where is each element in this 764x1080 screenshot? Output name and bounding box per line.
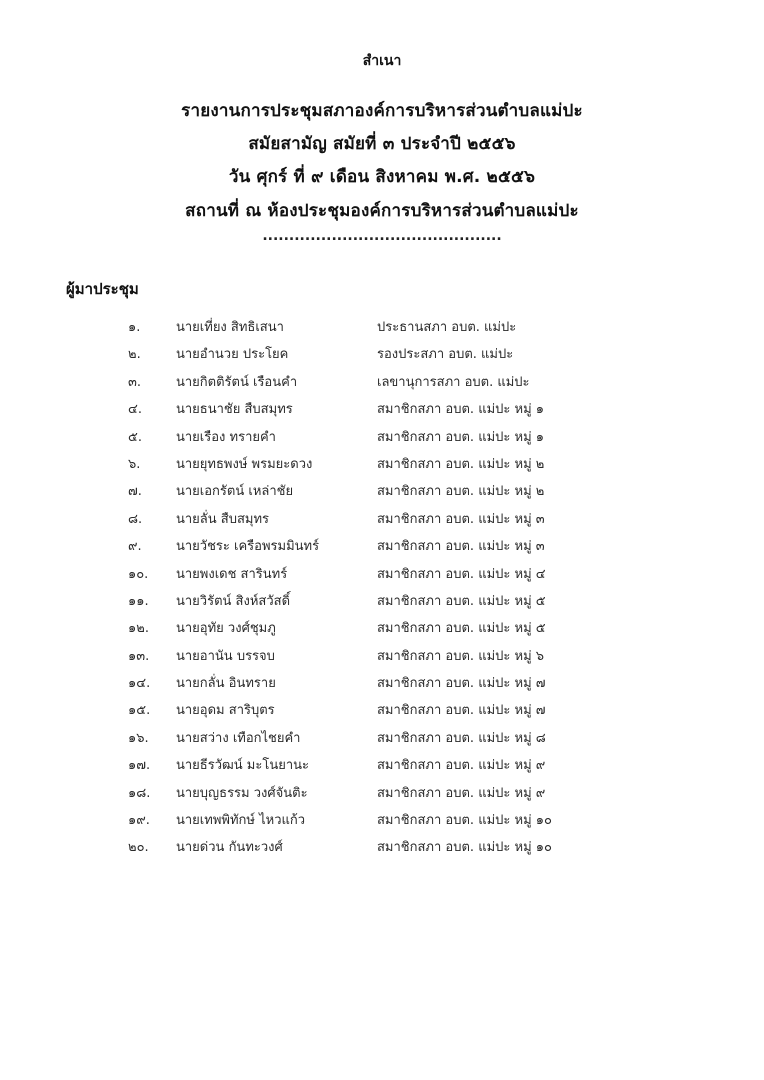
attendee-number: ๕. (128, 429, 142, 445)
attendee-position: สมาชิกสภา อบต. แม่ปะ หมู่ ๗ (377, 676, 546, 692)
attendee-name: นายธนาชัย สืบสมุทร (176, 402, 293, 418)
attendee-number: ๑๖. (128, 730, 149, 746)
attendee-number: ๑. (128, 320, 141, 335)
attendee-number: ๑๒. (128, 621, 149, 637)
meeting-date: วัน ศุกร์ ที่ ๙ เดือน สิงหาคม พ.ศ. ๒๕๕๖ (228, 167, 536, 187)
attendee-number: ๘. (128, 511, 143, 527)
attendee-position: สมาชิกสภา อบต. แม่ปะ หมู่ ๖ (377, 648, 545, 664)
attendee-name: นายบุญธรรม วงศ์จันติะ (176, 785, 308, 801)
copy-label: สำเนา (362, 53, 402, 69)
attendee-row (0, 480, 764, 507)
attendee-number: ๑๗. (128, 758, 151, 774)
meeting-location: สถานที่ ณ ห้องประชุมองค์การบริหารส่วนตำบลแม่ปะ (185, 201, 579, 221)
attendee-list (0, 316, 764, 864)
attendee-name: นายเอกรัตน์ เหล่าชัย (176, 484, 294, 500)
attendee-name: นายอุทัย วงศ์ชุมภู (176, 621, 276, 637)
attendee-name: นายวิรัตน์ สิงห์สวัสดิ์ (176, 593, 291, 609)
attendee-number: ๓. (128, 374, 142, 390)
attendee-name: นายอุดม สาริบุตร (176, 703, 275, 719)
attendee-row (0, 590, 764, 617)
attendee-number: ๑๙. (128, 813, 150, 829)
attendee-position: สมาชิกสภา อบต. แม่ปะ หมู่ ๕ (377, 593, 546, 609)
attendee-number: ๑๘. (128, 785, 151, 801)
attendee-name: นายสว่าง เทือกไชยคำ (176, 730, 301, 746)
attendee-name: นายยุทธพงษ์ พรมยะดวง (176, 456, 313, 472)
session-info: สมัยสามัญ สมัยที่ ๓ ประจำปี ๒๕๕๖ (248, 134, 516, 154)
attendee-name: นายกลั่น อินทราย (176, 676, 276, 692)
attendee-position: สมาชิกสภา อบต. แม่ปะ หมู่ ๙ (377, 758, 546, 774)
attendee-position: สมาชิกสภา อบต. แม่ปะ หมู่ ๙ (377, 785, 546, 801)
dotted-separator: ............................................. (262, 228, 502, 244)
attendee-row (0, 453, 764, 480)
attendee-number: ๒๐. (128, 840, 149, 856)
attendee-row (0, 563, 764, 590)
attendee-position: สมาชิกสภา อบต. แม่ปะ หมู่ ๓ (377, 539, 545, 555)
attendee-row (0, 343, 764, 370)
attendee-position: เลขานุการสภา อบต. แม่ปะ (377, 374, 530, 390)
attendee-row (0, 645, 764, 672)
attendee-position: รองประสภา อบต. แม่ปะ (377, 347, 514, 363)
attendee-row (0, 535, 764, 562)
attendee-number: ๑๔. (128, 676, 151, 692)
attendee-row (0, 672, 764, 699)
attendee-number: ๑๕. (128, 703, 151, 719)
attendee-number: ๔. (128, 402, 142, 418)
attendee-number: ๑๓. (128, 648, 150, 664)
attendee-number: ๙. (128, 539, 142, 555)
attendee-name: นายพงเดช สารินทร์ (176, 566, 288, 582)
attendee-name: นายวัชระ เครือพรมมินทร์ (176, 539, 320, 555)
attendee-position: สมาชิกสภา อบต. แม่ปะ หมู่ ๑๐ (377, 813, 552, 829)
attendee-name: นายด่วน กันทะวงศ์ (176, 840, 283, 856)
attendee-name: นายอานัน บรรจบ (176, 648, 275, 664)
attendee-name: นายเทพพิทักษ์ ไหวแก้ว (176, 813, 306, 829)
attendee-row (0, 782, 764, 809)
attendee-number: ๑๑. (128, 593, 149, 609)
attendee-row (0, 508, 764, 535)
attendee-name: นายอำนวย ประโยค (176, 347, 289, 363)
attendee-name: นายเที่ยง สิทธิเสนา (176, 320, 284, 335)
attendee-position: สมาชิกสภา อบต. แม่ปะ หมู่ ๑๐ (377, 840, 552, 856)
attendee-row (0, 699, 764, 726)
attendee-row (0, 371, 764, 398)
attendee-row (0, 727, 764, 754)
attendee-position: สมาชิกสภา อบต. แม่ปะ หมู่ ๔ (377, 566, 546, 582)
attendee-number: ๑๐. (128, 566, 149, 582)
attendee-position: สมาชิกสภา อบต. แม่ปะ หมู่ ๒ (377, 456, 545, 472)
attendee-position: สมาชิกสภา อบต. แม่ปะ หมู่ ๘ (377, 730, 546, 746)
attendee-position: สมาชิกสภา อบต. แม่ปะ หมู่ ๑ (377, 402, 545, 418)
attendee-name: นายลั่น สืบสมุทร (176, 511, 270, 527)
attendee-name: นายธีรวัฒน์ มะโนยานะ (176, 758, 309, 774)
attendee-row (0, 398, 764, 425)
attendee-number: ๖. (128, 456, 141, 472)
attendee-row (0, 754, 764, 781)
attendee-position: สมาชิกสภา อบต. แม่ปะ หมู่ ๗ (377, 703, 546, 719)
attendee-row (0, 617, 764, 644)
attendee-position: สมาชิกสภา อบต. แม่ปะ หมู่ ๕ (377, 621, 546, 637)
attendee-row (0, 316, 764, 343)
attendee-name: นายกิตติรัตน์ เรือนคำ (176, 374, 298, 390)
attendee-row (0, 809, 764, 836)
report-title: รายงานการประชุมสภาองค์การบริหารส่วนตำบลแม่ปะ (181, 101, 583, 121)
attendee-name: นายเรือง ทรายคำ (176, 429, 276, 445)
attendee-row (0, 836, 764, 863)
section-title-attendees: ผู้มาประชุม (66, 280, 139, 298)
attendee-position: สมาชิกสภา อบต. แม่ปะ หมู่ ๒ (377, 484, 545, 500)
attendee-position: สมาชิกสภา อบต. แม่ปะ หมู่ ๑ (377, 429, 545, 445)
attendee-number: ๒. (128, 347, 141, 363)
attendee-row (0, 426, 764, 453)
attendee-position: ประธานสภา อบต. แม่ปะ (377, 320, 517, 335)
attendee-number: ๗. (128, 484, 142, 500)
attendee-position: สมาชิกสภา อบต. แม่ปะ หมู่ ๓ (377, 511, 545, 527)
